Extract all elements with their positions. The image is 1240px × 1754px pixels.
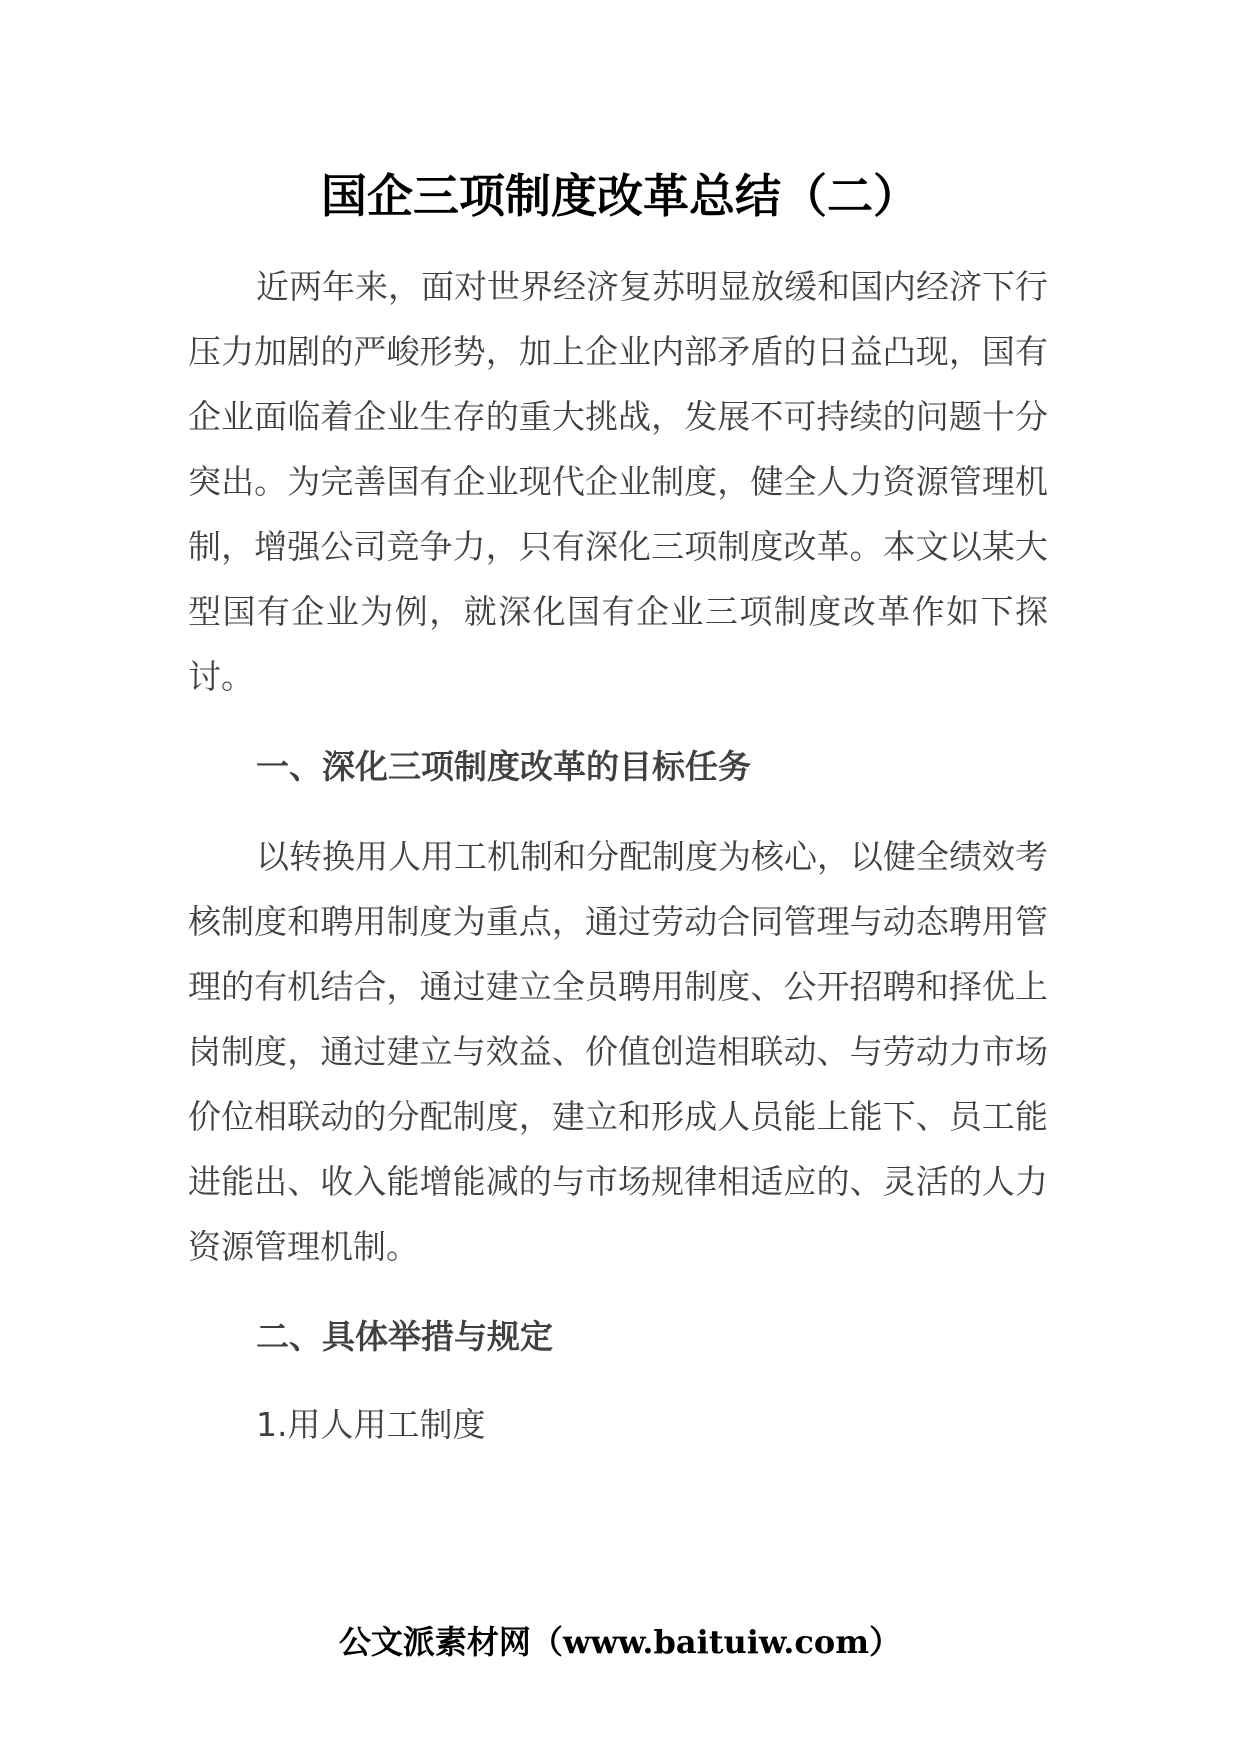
- section-heading-goals: 一、深化三项制度改革的目标任务: [256, 747, 751, 786]
- subheading-employment-system: 1.用人用工制度: [256, 1405, 486, 1444]
- paragraph-intro: 近两年来，面对世界经济复苏明显放缓和国内经济下行压力加剧的严峻形势，加上企业内部矛盾的日益凸现，国有企业面临着企业生存的重大挑战，发展不可持续的问题十分突出。为完善国有企业现代企业制度，健全人力资源管理机制，增强公司竞争力，只有深化三项制度改革。本文以某大型国有企业为例，就深化国有企业三项制度改革作如下探讨。: [188, 267, 1048, 696]
- document-title: 国企三项制度改革总结（二）: [321, 169, 919, 223]
- footer-watermark: 公文派素材网（www.baituiw.com）: [338, 1623, 902, 1661]
- section-heading-measures: 二、具体举措与规定: [256, 1317, 553, 1356]
- paragraph-goals: 以转换用人用工机制和分配制度为核心，以健全绩效考核制度和聘用制度为重点，通过劳动合同管理与动态聘用管理的有机结合，通过建立全员聘用制度、公开招聘和择优上岗制度，通过建立与效益、价值创造相联动、与劳动力市场价位相联动的分配制度，建立和形成人员能上能下、员工能进能出、收入能增能减的与市场规律相适应的、灵活的人力资源管理机制。: [188, 837, 1048, 1266]
